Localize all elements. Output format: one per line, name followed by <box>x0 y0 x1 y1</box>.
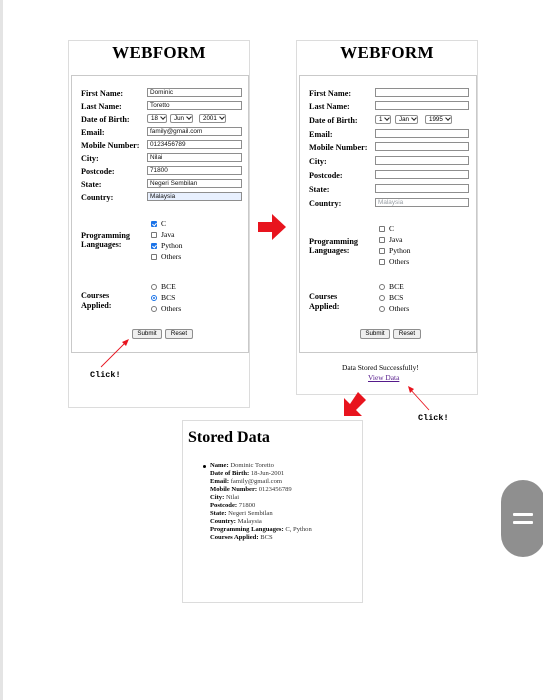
label-languages: Languages: <box>81 240 122 249</box>
country-input[interactable]: Malaysia <box>375 198 469 207</box>
email-input[interactable]: family@gmail.com <box>147 127 242 136</box>
view-data-link[interactable]: View Data <box>368 373 400 382</box>
submit-button[interactable]: Submit <box>132 329 162 339</box>
right-webform-title: WEBFORM <box>340 43 434 62</box>
label-city: City: <box>309 157 327 166</box>
checkbox-python-label: Python <box>161 241 183 250</box>
label-applied: Applied: <box>81 301 112 310</box>
stored-item-email: Email: family@gmail.com <box>210 478 283 485</box>
label-state: State: <box>309 185 330 194</box>
right-arrow-icon <box>258 214 286 240</box>
click-annotation-right: Click! <box>418 413 449 423</box>
stored-item-postcode: Postcode: 71800 <box>210 502 256 509</box>
dob-day-select[interactable]: 1 <box>375 115 391 124</box>
pointer-arrow-view-data <box>408 386 429 410</box>
label-first-name: First Name: <box>309 89 352 98</box>
stored-item-mobile: Mobile Number: 0123456789 <box>210 486 292 493</box>
label-dob: Date of Birth: <box>309 116 358 125</box>
label-postcode: Postcode: <box>81 167 115 176</box>
dob-month-select[interactable]: Jun <box>170 114 193 123</box>
radio-bcs-label: BCS <box>389 293 404 302</box>
checkbox-others-label: Others <box>161 252 182 261</box>
label-programming: Programming <box>309 237 358 246</box>
stored-item-languages: Programming Languages: C, Python <box>210 526 312 533</box>
stored-item-dob: Date of Birth: 18-Jun-2001 <box>210 470 285 477</box>
grip-line-icon <box>513 521 533 524</box>
label-programming: Programming <box>81 231 130 240</box>
first-name-input[interactable]: Dominic <box>147 88 242 97</box>
stored-data-panel <box>182 420 363 603</box>
label-email: Email: <box>309 130 333 139</box>
label-city: City: <box>81 154 99 163</box>
click-annotation-left: Click! <box>90 370 121 380</box>
stored-item-courses: Courses Applied: BCS <box>210 534 273 541</box>
checkbox-c-label: C <box>389 224 395 233</box>
label-state: State: <box>81 180 102 189</box>
dob-year-select[interactable]: 1995 <box>425 115 452 124</box>
country-input[interactable]: Malaysia <box>147 192 242 201</box>
down-left-arrow-icon <box>344 392 366 416</box>
list-bullet <box>203 465 206 468</box>
pointer-arrow-submit <box>101 339 129 367</box>
reset-button[interactable]: Reset <box>393 329 421 339</box>
label-country: Country: <box>309 199 342 208</box>
radio-others-label: Others <box>161 304 182 313</box>
checkbox-others-label: Others <box>389 257 410 266</box>
radio-bce-label: BCE <box>161 282 176 291</box>
mobile-input[interactable]: 0123456789 <box>147 140 242 149</box>
label-dob: Date of Birth: <box>81 115 130 124</box>
radio-bcs-label: BCS <box>161 293 176 302</box>
label-last-name: Last Name: <box>81 102 122 111</box>
city-input[interactable]: Nilai <box>147 153 242 162</box>
checkbox-java-label: Java <box>389 235 403 244</box>
last-name-input[interactable]: Toretto <box>147 101 242 110</box>
reset-button[interactable]: Reset <box>165 329 193 339</box>
postcode-input[interactable]: 71800 <box>147 166 242 175</box>
radio-others-label: Others <box>389 304 410 313</box>
label-email: Email: <box>81 128 105 137</box>
stored-data-title: Stored Data <box>188 429 270 446</box>
scroll-handle[interactable] <box>501 480 543 557</box>
label-languages: Languages: <box>309 246 350 255</box>
label-applied: Applied: <box>309 302 340 311</box>
checkbox-java-label: Java <box>161 230 175 239</box>
stored-item-country: Country: Malaysia <box>210 518 262 525</box>
grip-line-icon <box>513 513 533 516</box>
checkbox-c-label: C <box>161 219 167 228</box>
dob-day-select[interactable]: 18 <box>147 114 167 123</box>
label-first-name: First Name: <box>81 89 124 98</box>
dob-month-select[interactable]: Jan <box>395 115 418 124</box>
radio-bce-label: BCE <box>389 282 404 291</box>
checkbox-python-label: Python <box>389 246 411 255</box>
stored-item-name: Name: Dominic Toretto <box>210 462 274 469</box>
label-last-name: Last Name: <box>309 102 350 111</box>
submit-button[interactable]: Submit <box>360 329 390 339</box>
label-postcode: Postcode: <box>309 171 343 180</box>
success-message: Data Stored Successfully! <box>342 363 419 372</box>
stored-item-city: City: Nilai <box>210 494 240 501</box>
label-country: Country: <box>81 193 114 202</box>
left-webform-title: WEBFORM <box>112 43 206 62</box>
label-mobile: Mobile Number: <box>81 141 140 150</box>
label-courses: Courses <box>309 292 338 301</box>
state-input[interactable]: Negeri Sembilan <box>147 179 242 188</box>
dob-year-select[interactable]: 2001 <box>199 114 226 123</box>
label-mobile: Mobile Number: <box>309 143 368 152</box>
label-courses: Courses <box>81 291 110 300</box>
stored-item-state: State: Negeri Sembilan <box>210 510 273 517</box>
